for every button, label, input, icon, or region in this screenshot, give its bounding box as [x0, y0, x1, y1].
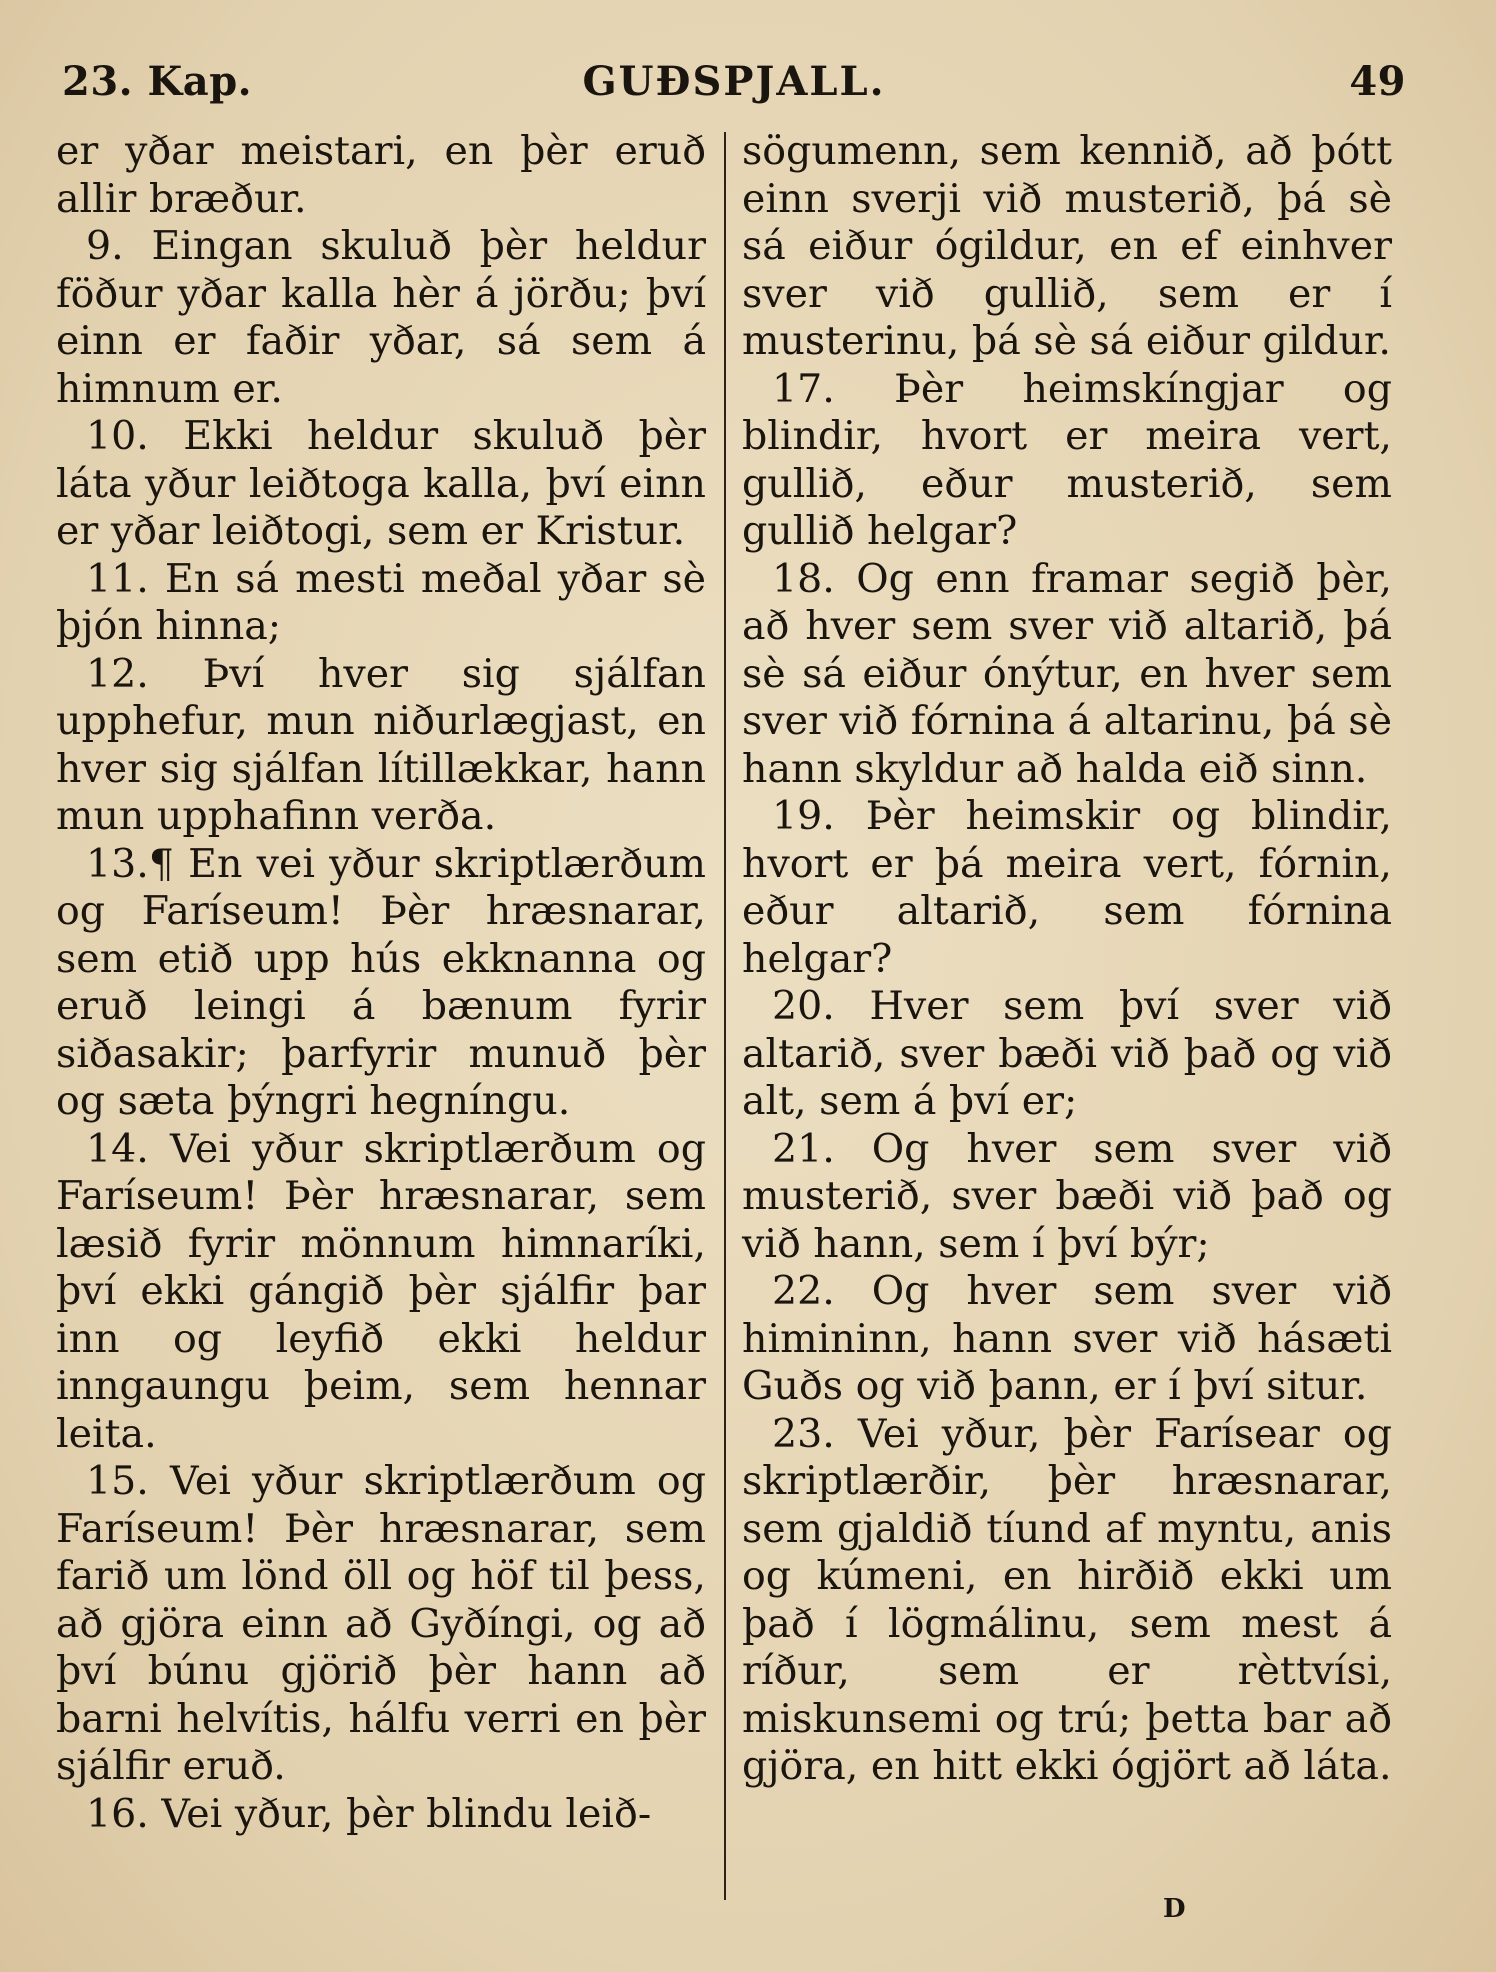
left-column: [56, 128, 706, 1838]
verse-19: 19. Þèr heimskir og blindir, hvort er þá meira vert, fórnin, eður altarið, sem fórnina helgar?: [742, 793, 1392, 982]
page-number: 49: [1349, 58, 1406, 105]
verse-18: 18. Og enn framar segið þèr, að hver sem sver við altarið, þá sè sá eiður ónýtur, en hver sem sver við fórnina á altarinu, þá sè hann skyldur að halda eið sinn.: [742, 555, 1392, 792]
verse-10: 10. Ekki heldur skuluð þèr láta yður leiðtoga kalla, því einn er yðar leiðtogi, sem er Kristur.: [56, 413, 706, 554]
verse-23: 23. Vei yður, þèr Farísear og skriptlærðir, þèr hræsnarar, sem gjaldið tíund af myntu, anis og kúmeni, en hirðið ekki um það í lögmálinu, sem mest á ríður, sem er rèttvísi, miskunsemi og trú; þetta bar að gjöra, en hitt ekki ógjört að láta.: [742, 1410, 1392, 1789]
verse-11: 11. En sá mesti meðal yðar sè þjón hinna;: [56, 555, 706, 649]
verse-22: 22. Og hver sem sver við himininn, hann sver við hásæti Guðs og við þann, er í því situr.: [742, 1268, 1392, 1409]
right-column: [742, 128, 1392, 1791]
signature-mark: D: [1163, 1894, 1186, 1924]
running-header: [62, 58, 1406, 118]
verse-12: 12. Því hver sig sjálfan upphefur, mun niðurlægjast, en hver sig sjálfan lítillækkar, hann mun upphafinn verða.: [56, 650, 706, 839]
verse-16: 16. Vei yður, þèr blindu leið-: [86, 1790, 652, 1837]
verse-17: 17. Þèr heimskíngjar og blindir, hvort er meira vert, gullið, eður musterið, sem gullið helgar?: [742, 365, 1392, 554]
verse-20: 20. Hver sem því sver við altarið, sver bæði við það og við alt, sem á því er;: [742, 983, 1392, 1124]
verse-14: 14. Vei yður skriptlærðum og Faríseum! Þèr hræsnarar, sem læsið fyrir mönnum himnaríki, því ekki gángið þèr sjálfir þar inn og leyfið ekki heldur inngaungu þeim, sem hennar leita.: [56, 1125, 706, 1457]
verse-13: 13.¶ En vei yður skriptlærðum og Faríseum! Þèr hræsnarar, sem etið upp hús ekknanna og eruð leingi á bænum fyrir siðasakir; þarfyrir munuð þèr og sæta þýngri hegníngu.: [56, 840, 706, 1124]
verse-9: 9. Eingan skuluð þèr heldur föður yðar kalla hèr á jörðu; því einn er faðir yðar, sá sem á himnum er.: [56, 223, 706, 412]
verse-16-continuation: sögumenn, sem kennið, að þótt einn sverji við musterið, þá sè sá eiður ógildur, en ef einhver sver við gullið, sem er í musterinu, þá sè sá eiður gildur.: [742, 128, 1392, 364]
verse-21: 21. Og hver sem sver við musterið, sver bæði við það og við hann, sem í því býr;: [742, 1125, 1392, 1267]
page-title: GUÐSPJALL.: [582, 58, 886, 105]
verse-continuation: er yðar meistari, en þèr eruð allir bræður.: [56, 128, 706, 222]
column-divider: [724, 132, 726, 1900]
verse-15: 15. Vei yður skriptlærðum og Faríseum! Þèr hræsnarar, sem farið um lönd öll og höf til þess, að gjöra einn að Gyðíngi, og að því búnu gjörið þèr hann að barni helvítis, hálfu verri en þèr sjálfir eruð.: [56, 1458, 706, 1789]
chapter-label: 23. Kap.: [62, 58, 253, 105]
